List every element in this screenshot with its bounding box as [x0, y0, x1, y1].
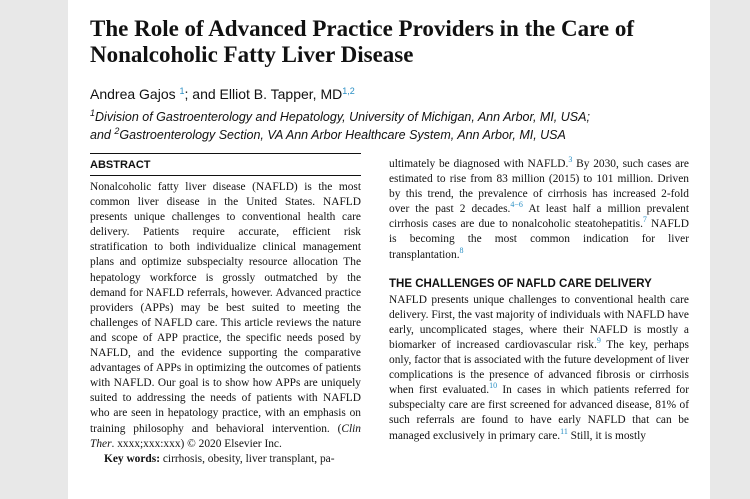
keywords-label: Key words:: [104, 452, 160, 465]
reference-link[interactable]: 10: [489, 381, 498, 391]
body-text: In cases in which patients referred for subspecialty care are first screened for advanced disease, 81% of such referrals are found to have early NAFLD that can be managed exclusively in primary care.: [389, 384, 690, 442]
abstract-text: Nonalcoholic fatty liver disease (NAFLD) is the most common liver disease in the United States. NAFLD presents unique challenges to conventional health care delivery. Patients require accurate, efficient risk stratification to both individualize clinical management plans and optimize subspecialty resource allocation The hepatology workforce is grossly outmatched by the demand for NAFLD referrals, however. Advanced practice providers (APPs) may be best suited to meeting the challenges of NAFLD care. This article reviews the nature and scope of APP practice, the specific needs posed by NAFLD, and the evidence supporting the comparative advantages of APPs in optimizing the outcomes of patients with NAFLD. Our goal is to show how APPs are uniquely suited to addressing the needs of patients with NAFLD who are seen in hepatology practice, with an emphasis on training philosophy and behavioral intervention. (: [90, 181, 361, 435]
body-column-right: [389, 157, 689, 444]
body-text: NAFLD presents unique challenges to conventional health care delivery. First, the vast majority of individuals with NAFLD have early, uncomplicated stages, where their NAFLD is mostly a biomarker of increased cardiovascular risk.: [389, 293, 689, 351]
reference-link[interactable]: 4−6: [510, 200, 523, 210]
abstract-top-rule: [90, 153, 361, 154]
keywords-text: cirrhosis, obesity, liver transplant, pa-: [160, 452, 335, 465]
affiliation-marker[interactable]: 1: [179, 86, 185, 96]
author-separator: ; and: [184, 86, 220, 102]
author-name[interactable]: Elliot B. Tapper, MD: [219, 86, 343, 102]
body-text: ultimately be diagnosed with NAFLD.: [389, 158, 569, 170]
author-name[interactable]: Andrea Gajos: [90, 86, 176, 102]
section-heading: THE CHALLENGES OF NAFLD CARE DELIVERY: [389, 277, 652, 290]
affiliation-text: Division of Gastroenterology and Hepatology, University of Michigan, Ann Arbor, MI, USA;: [95, 110, 590, 124]
affiliation-and: and: [90, 128, 115, 142]
body-text: The key, perhaps only, factor that is associated with the future development of liver complications is the presence of advanced fibrosis or cirrhosis when first evaluated.: [389, 338, 689, 397]
body-text: NAFLD is becoming the most common indication for liver transplantation.: [389, 218, 689, 261]
affiliations: [90, 108, 650, 144]
citation-tail: . xxxx;xxx:xxx) © 2020 Elsevier Inc.: [111, 437, 282, 450]
keywords: [90, 452, 361, 467]
reference-link[interactable]: 9: [596, 335, 601, 345]
article-page: [68, 0, 710, 499]
article-title: The Role of Advanced Practice Providers in the Care of Nonalcoholic Fatty Liver Disease: [90, 16, 635, 67]
reference-link[interactable]: 11: [560, 426, 568, 436]
reference-link[interactable]: 7: [642, 215, 647, 225]
intro-paragraph: [389, 157, 689, 263]
affiliation-text: Gastroenterology Section, VA Ann Arbor Healthcare System, Ann Arbor, MI, USA: [119, 128, 566, 142]
abstract-heading: ABSTRACT: [90, 159, 151, 171]
affiliation-number: 2: [114, 126, 120, 136]
abstract-body: [90, 180, 361, 467]
body-text: By 2030, such cases are estimated to rise from 83 million (2015) to 101 million. Driven by this trend, the prevalence of cirrhosis has increased 2-fold over the past 2 decades.: [389, 158, 689, 216]
affiliation-number: 1: [90, 108, 96, 118]
body-text: At least half a million prevalent cirrhosis cases are due to nonalcoholic steatohepatitis.: [389, 203, 689, 231]
affiliation-marker[interactable]: 1,2: [342, 86, 355, 96]
reference-link[interactable]: 8: [459, 245, 464, 255]
reference-link[interactable]: 3: [568, 155, 573, 164]
challenges-paragraph: [389, 293, 689, 444]
abstract-heading-rule: [90, 175, 361, 176]
author-line: [90, 86, 355, 102]
journal-name: Clin Ther: [90, 422, 361, 450]
body-text: Still, it is mostly: [567, 429, 646, 442]
